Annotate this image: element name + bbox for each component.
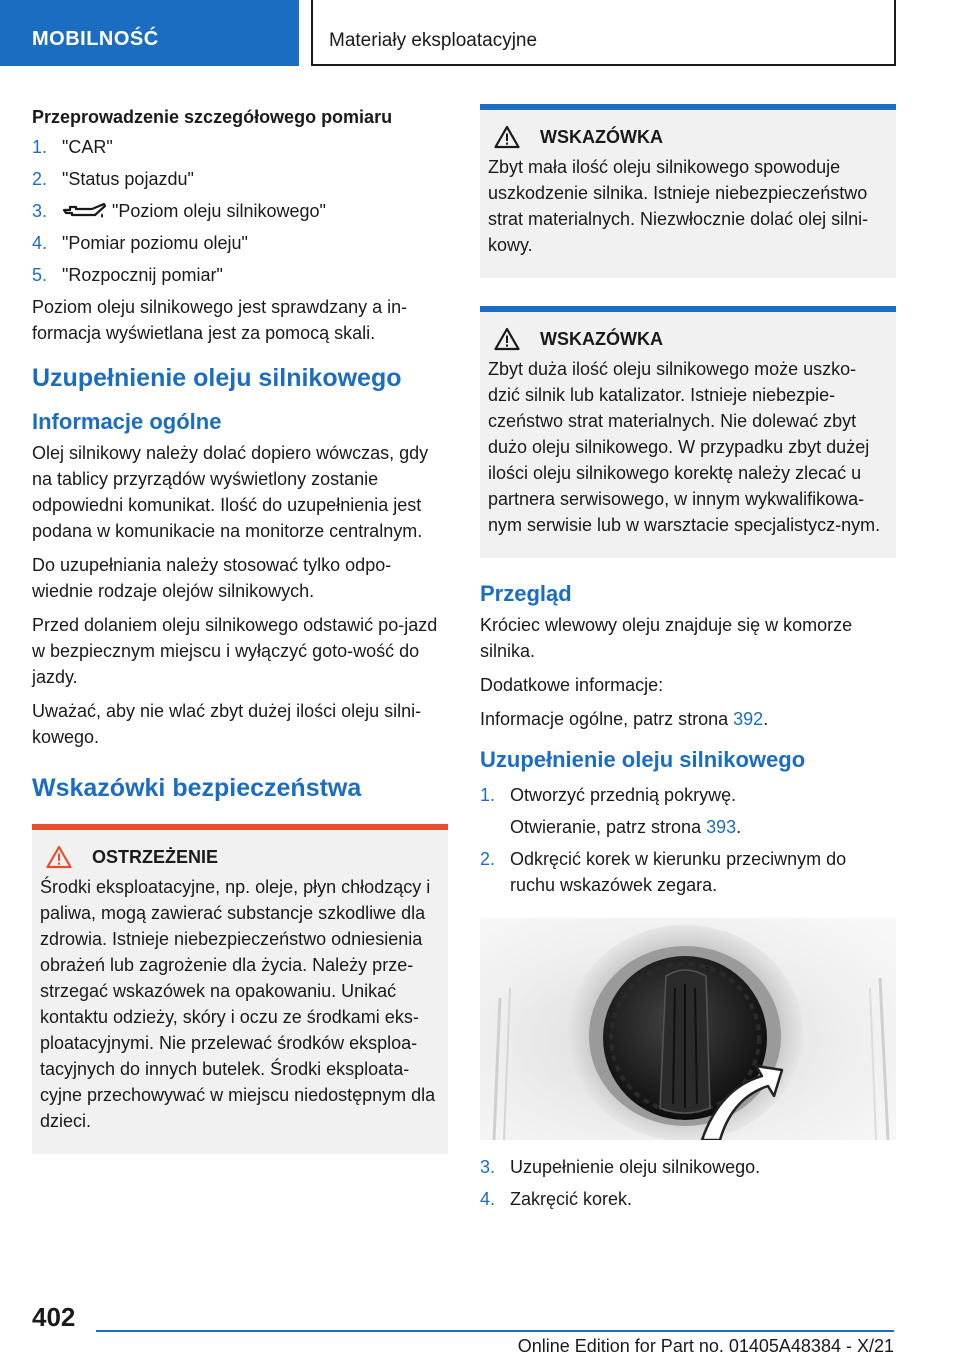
section-tab [0,0,299,66]
heading-general: Informacje ogólne [32,409,222,434]
paragraph: Króciec wlewowy oleju znajduje się w komorze silnika. [480,615,853,661]
step-number: 2. [32,169,48,189]
step-text: "Poziom oleju silnikowego" [112,201,326,221]
step-text: Otworzyć przednią pokrywę. [510,785,737,805]
hint-text: Zbyt mała ilość oleju silnikowego spowoduje uszkodzenie silnika. Istnieje niebezpieczeństwo strat materialnych. Niezwłocznie dolać olej silni-kowy. [488,157,869,255]
oil-can-icon [62,201,106,223]
paragraph: Do uzupełniania należy stosować tylko odpo-wiednie rodzaje olejów silnikowych. [32,555,392,601]
step-number: 3. [480,1157,496,1177]
heading-refill: Uzupełnienie oleju silnikowego [32,364,402,392]
paragraph: Olej silnikowy należy dolać dopiero wówczas, gdy na tablicy przyrządów wyświetlony zostanie odpowiedni komunikat. Ilość do uzupełnienia jest podana w komunikacie na monitorze centralnym. [32,443,429,541]
hint-box [480,104,896,278]
hint-text: Zbyt duża ilość oleju silnikowego może uszko-dzić silnik lub katalizator. Istnieje niebezpie-czeństwo strat materialnych. Nie dolewać zbyt dużo oleju silnikowego. W przypadku zbyt dużej ilości oleju silnikowego korektę należy zlecać u partnera serwisowego, w innym wykwalifikowa-nym serwisie lub w warsztacie specjalistycz-nym. [488,359,881,535]
paragraph: Przed dolaniem oleju silnikowego odstawić po-jazd w bezpiecznym miejscu i wyłączyć goto-wość do jazdy. [32,615,438,687]
step-number: 1. [32,137,48,157]
heading-refill-steps: Uzupełnienie oleju silnikowego [480,747,806,772]
hint-title: WSKAZÓWKA [540,329,663,349]
warning-triangle-icon [494,327,520,351]
step-text: "Rozpocznij pomiar" [62,265,223,285]
chapter-title: Materiały eksploatacyjne [329,30,538,51]
hint-title: WSKAZÓWKA [540,127,663,147]
paragraph: Informacje ogólne, patrz strona 392. [480,709,769,729]
oil-cap-photo [480,918,896,1140]
step-number: 5. [32,265,48,285]
step-text: Uzupełnienie oleju silnikowego. [510,1157,761,1177]
heading-overview: Przegląd [480,581,572,606]
page-number: 402 [32,1302,76,1332]
warning-box [32,824,448,1154]
warning-text: Środki eksploatacyjne, np. oleje, płyn chłodzący i paliwa, mogą zawierać substancje szkodliwe dla zdrowia. Istnieje niebezpieczeństwo odniesienia obrażeń lub zagrożenie dla życia. Należy prze-strzegać wskazówek na opakowaniu. Unikać kontaktu odzieży, skóry i oczu ze środkami eks-ploatacyjnymi. Nie przelewać środków eksploa-tacyjnych do innych butelek. Środki eksploata-cyjne przechowywać w miejscu niedostępnym dla dzieci. [40,877,436,1131]
list-item [480,846,896,898]
step-text: Zakręcić korek. [510,1189,633,1209]
right-column [480,104,896,1218]
step-text: "Pomiar poziomu oleju" [62,233,248,253]
step-text: "Status pojazdu" [62,169,194,189]
paragraph: Uważać, aby nie wlać zbyt dużej ilości oleju silni-kowego. [32,701,422,747]
warning-triangle-icon [46,845,72,869]
step-number: 3. [32,201,48,221]
step-number: 2. [480,849,496,869]
paragraph: Dodatkowe informacje: [480,675,664,695]
step-number: 4. [480,1189,496,1209]
list-item [32,166,448,192]
chapter-tab [311,0,896,66]
list-item [32,230,448,256]
footer-divider [96,1330,894,1332]
left-column [32,104,448,1178]
step-text: Odkręcić korek w kierunku przeciwnym do ruchu wskazówek zegara. [510,849,847,895]
measure-title: Przeprowadzenie szczegółowego pomiaru [32,107,393,127]
page-link[interactable]: 392 [733,709,764,729]
list-item [480,1186,896,1212]
heading-safety: Wskazówki bezpieczeństwa [32,774,362,802]
warning-title: OSTRZEŻENIE [92,847,219,867]
list-item [32,262,448,288]
measure-steps [32,134,448,288]
step-sub-text: Otwieranie, patrz strona 393. [510,817,742,837]
list-item [480,1154,896,1180]
list-item [32,134,448,160]
list-item [480,782,896,808]
page-link[interactable]: 393 [706,817,737,837]
section-title: MOBILNOŚĆ [32,28,159,50]
measure-note: Poziom oleju silnikowego jest sprawdzany a in-formacja wyświetlana jest za pomocą skali. [32,297,408,343]
step-number: 4. [32,233,48,253]
refill-steps [480,782,896,808]
warning-triangle-icon [494,125,520,149]
list-item [32,198,448,224]
edition-note: Online Edition for Part no. 01405A48384 - X/21 [517,1336,894,1356]
step-number: 1. [480,785,496,805]
step-text: "CAR" [62,137,113,157]
hint-box [480,306,896,558]
